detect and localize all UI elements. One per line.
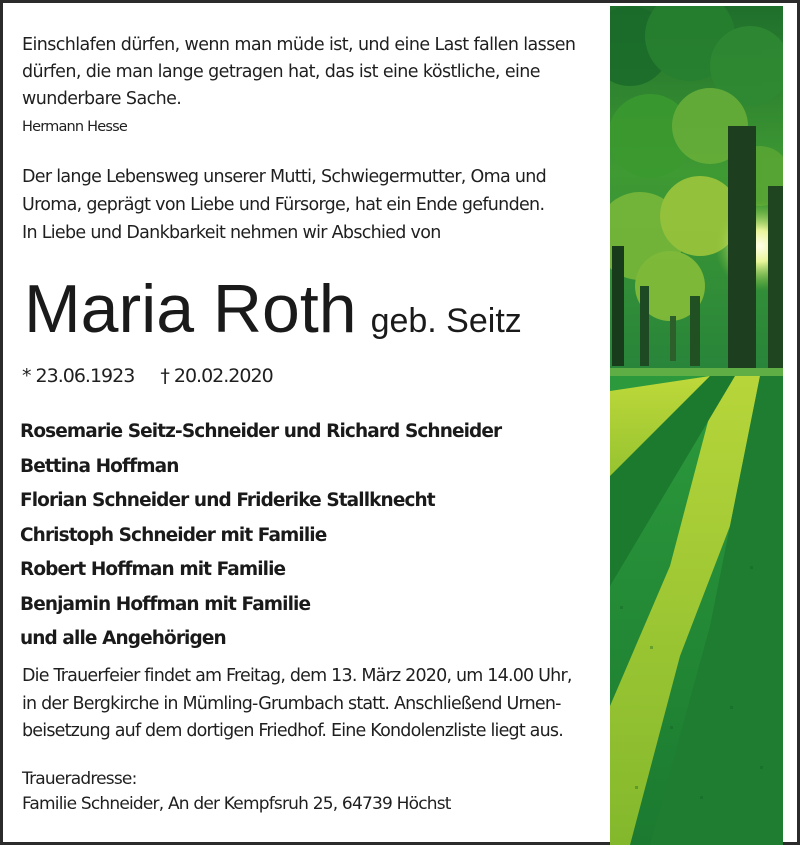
birth-date: * 23.06.1923	[22, 365, 135, 387]
mourners-list	[20, 415, 501, 657]
service-line: beisetzung auf dem dortigen Friedhof. Eine Kondolenzliste liegt aus.	[22, 721, 563, 741]
service-line: Die Trauerfeier findet am Freitag, dem 13. März 2020, um 14.00 Uhr,	[22, 666, 572, 686]
intro-line: Uroma, geprägt von Liebe und Fürsorge, hat ein Ende gefunden.	[22, 195, 545, 215]
deceased-name: Maria Roth	[24, 271, 357, 347]
service-line: in der Bergkirche in Mümling-Grumbach statt. Anschließend Urnen-	[22, 693, 561, 714]
life-dates	[22, 363, 273, 389]
park-trees-image	[610, 6, 783, 845]
intro-text	[22, 163, 546, 247]
mourner: und alle Angehörigen	[20, 628, 226, 649]
quote-line: dürfen, die man lange getragen hat, das ist eine köstliche, eine	[22, 62, 540, 82]
mourner: Rosemarie Seitz-Schneider und Richard Schneider	[20, 421, 502, 442]
deceased-name-line	[24, 269, 522, 349]
address-label: Traueradresse:	[22, 769, 137, 789]
quote-line: wunderbare Sache.	[22, 89, 182, 109]
mourner: Christoph Schneider mit Familie	[20, 524, 327, 546]
quote-author: Hermann Hesse	[22, 119, 127, 135]
mourner: Robert Hoffman mit Familie	[20, 559, 286, 580]
death-date: † 20.02.2020	[160, 365, 273, 387]
quote	[22, 32, 602, 113]
address-value: Familie Schneider, An der Kempfsruh 25, 64739 Höchst	[22, 794, 451, 814]
maiden-name: geb. Seitz	[370, 302, 522, 340]
mourner: Florian Schneider und Friderike Stallknecht	[20, 490, 435, 511]
mourner: Benjamin Hoffman mit Familie	[20, 593, 311, 615]
intro-line: In Liebe und Dankbarkeit nehmen wir Abschied von	[22, 223, 441, 243]
quote-line: Einschlafen dürfen, wenn man müde ist, und eine Last fallen lassen	[22, 35, 576, 55]
service-details	[22, 663, 572, 746]
mourner: Bettina Hoffman	[20, 455, 179, 477]
intro-line: Der lange Lebensweg unserer Mutti, Schwiegermutter, Oma und	[22, 167, 547, 187]
